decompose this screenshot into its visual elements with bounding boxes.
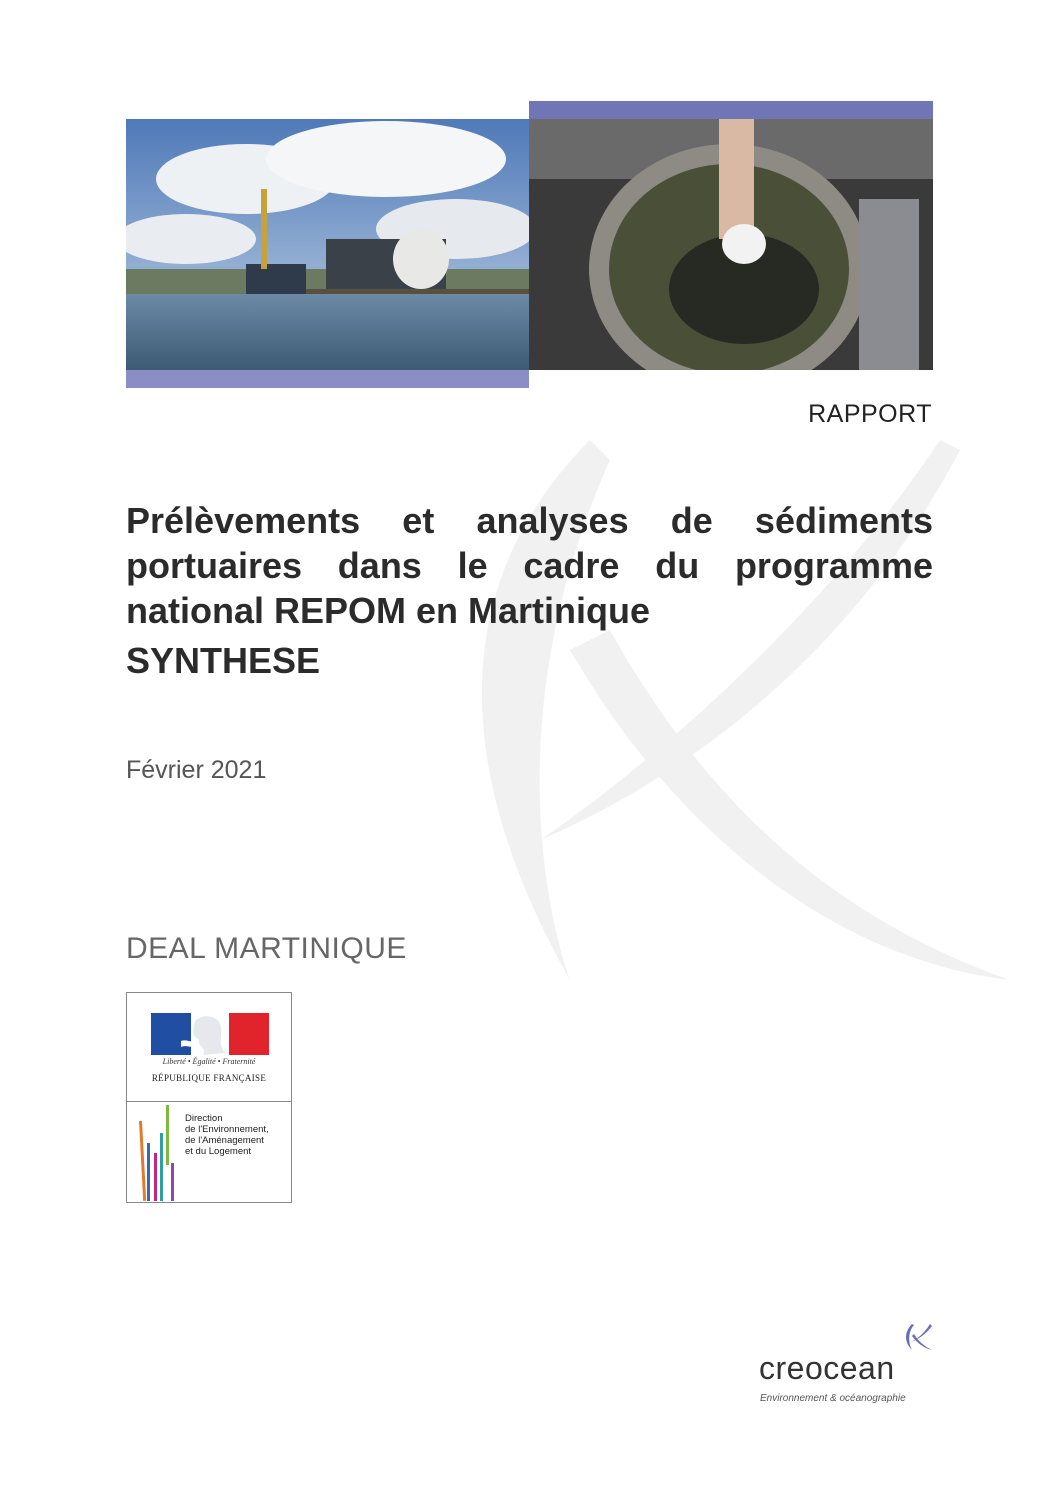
- deal-line: de l'Environnement,: [185, 1124, 269, 1135]
- report-date: Février 2021: [126, 756, 267, 784]
- accent-bar-bottom: [126, 370, 529, 388]
- deal-line: et du Logement: [185, 1146, 252, 1157]
- document-type: RAPPORT: [808, 400, 932, 428]
- creocean-logo-icon: [900, 1322, 934, 1352]
- deal-line: de l'Aménagement: [185, 1135, 264, 1146]
- deal-line: Direction: [185, 1113, 223, 1124]
- report-subtitle: SYNTHESE: [126, 640, 321, 681]
- creocean-name: creocean: [759, 1350, 895, 1386]
- report-title: Prélèvements et analyses de sédiments portuaires dans le cadre du programme national REPOM en Martinique: [126, 500, 933, 631]
- marianne-flag-icon: [151, 1013, 269, 1055]
- client-name: DEAL MARTINIQUE: [126, 932, 407, 965]
- harbour-photo: [126, 119, 529, 370]
- republic-label: RÉPUBLIQUE FRANÇAISE: [151, 1073, 267, 1083]
- sampling-photo: [529, 119, 933, 370]
- republique-francaise-logo: [127, 993, 291, 1102]
- deal-logo: [126, 992, 292, 1203]
- republic-motto: Liberté • Égalité • Fraternité: [162, 1057, 256, 1066]
- deal-full-name: [185, 1113, 289, 1157]
- accent-bar-top: [529, 101, 933, 119]
- creocean-tagline: Environnement & océanographie: [760, 1393, 906, 1404]
- deal-colored-lines-icon: [133, 1103, 177, 1201]
